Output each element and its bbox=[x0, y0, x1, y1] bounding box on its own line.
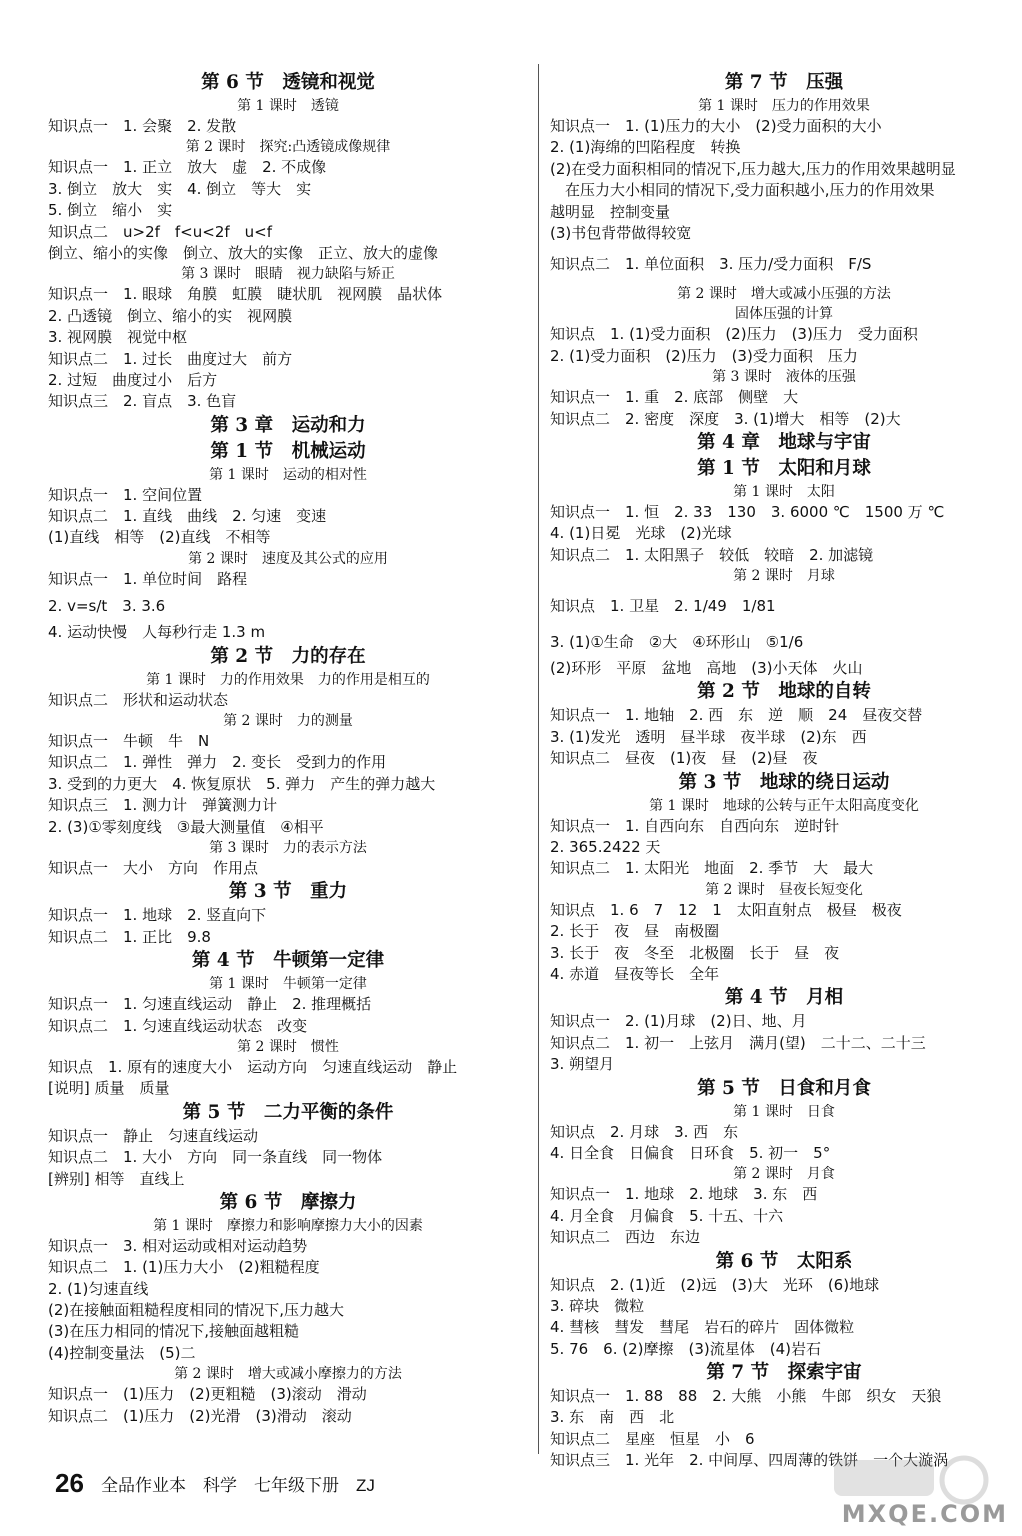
answer-line: 知识点一 1. (1)压力的大小 (2)受力面积的大小 bbox=[550, 117, 882, 135]
answer-line: 越明显 控制变量 bbox=[550, 202, 671, 221]
section-heading: 第 4 节 牛顿第一定律 bbox=[191, 950, 385, 972]
section-heading: 第 1 节 机械运动 bbox=[210, 440, 366, 462]
answer-line: 知识点二 1. 过长 曲度过大 前方 bbox=[48, 349, 293, 368]
answer-line: 知识点一 2. (1)月球 (2)日、地、月 bbox=[550, 1012, 807, 1031]
answer-line: 3. 碎块 微粒 bbox=[550, 1296, 645, 1315]
lesson-heading: 第 2 课时 昼夜长短变化 bbox=[705, 881, 863, 898]
section-heading: 第 4 节 月相 bbox=[724, 987, 844, 1009]
answer-line: 3. 倒立 放大 实 4. 倒立 等大 实 bbox=[48, 179, 312, 198]
section-heading: 第 1 节 太阳和月球 bbox=[697, 457, 871, 479]
answer-line: 知识点二 1. (1)压力大小 (2)粗糙程度 bbox=[48, 1258, 320, 1277]
section-heading: 第 6 节 摩擦力 bbox=[219, 1191, 357, 1213]
answer-line: 知识点一 1. 眼球 角膜 虹膜 睫状肌 视网膜 晶状体 bbox=[48, 285, 443, 304]
section-heading: 第 6 节 透镜和视觉 bbox=[201, 72, 375, 93]
section-heading: 第 4 章 地球与宇宙 bbox=[697, 431, 871, 453]
section-heading: 第 6 节 太阳系 bbox=[715, 1250, 853, 1272]
answer-line: [说明] 质量 质量 bbox=[48, 1079, 170, 1098]
lesson-heading: 第 2 课时 惯性 bbox=[237, 1038, 339, 1055]
answer-line: 3. 长于 夜 冬至 北极圈 长于 昼 夜 bbox=[550, 943, 840, 962]
answer-line: 知识点三 1. 测力计 弹簧测力计 bbox=[48, 796, 278, 815]
lesson-heading: 第 2 课时 月食 bbox=[733, 1166, 835, 1183]
section-heading: 第 2 节 力的存在 bbox=[210, 645, 366, 667]
section-heading: 第 3 节 重力 bbox=[228, 881, 348, 903]
answer-line: 2. (1)匀速直线 bbox=[48, 1279, 149, 1298]
answer-line: 3. 朔望月 bbox=[550, 1055, 615, 1074]
answer-line: (4)控制变量法 (5)二 bbox=[48, 1343, 196, 1362]
answer-line: 知识点二 1. 弹性 弹力 2. 变长 受到力的作用 bbox=[48, 753, 387, 772]
answer-line: 知识点一 大小 方向 作用点 bbox=[48, 858, 259, 877]
lesson-heading: 第 2 课时 速度及其公式的应用 bbox=[188, 550, 388, 567]
answer-line: 4. 月全食 月偏食 5. 十五、十六 bbox=[550, 1206, 784, 1225]
answer-line: 知识点 1. 卫星 2. 1/49 1/81 bbox=[550, 597, 776, 616]
answer-line: 知识点一 1. 地球 2. 地球 3. 东 西 bbox=[550, 1185, 818, 1204]
answer-line: (1)直线 相等 (2)直线 不相等 bbox=[48, 528, 271, 547]
lesson-heading: 第 2 课时 增大或减小压强的方法 bbox=[677, 286, 891, 303]
answer-line: 知识点二 1. 正比 9.8 bbox=[48, 927, 211, 946]
answer-line: 知识点二 1. 太阳黑子 较低 较暗 2. 加滤镜 bbox=[550, 545, 874, 564]
answer-line: 2. 长于 夜 昼 南极圈 bbox=[550, 922, 720, 941]
lesson-heading: 第 1 课时 牛顿第一定律 bbox=[209, 976, 367, 993]
answer-line: 在压力大小相同的情况下,受力面积越小,压力的作用效果 bbox=[550, 181, 935, 200]
answer-line: 知识点二 1. 初一 上弦月 满月(望) 二十二、二十三 bbox=[550, 1033, 926, 1052]
answer-line: 4. 彗核 彗发 彗尾 岩石的碎片 固体微粒 bbox=[550, 1318, 855, 1337]
answer-line: 倒立、缩小的实像 倒立、放大的实像 正立、放大的虚像 bbox=[48, 243, 439, 262]
answer-line: 知识点二 (1)压力 (2)光滑 (3)滑动 滚动 bbox=[48, 1406, 352, 1425]
lesson-heading: 第 1 课时 透镜 bbox=[237, 98, 339, 114]
answer-line: 知识点三 1. 光年 2. 中间厚、四周薄的铁饼 一个大漩涡 bbox=[550, 1451, 949, 1470]
lesson-heading: 第 3 课时 力的表示方法 bbox=[209, 839, 367, 856]
answer-line: 知识点三 2. 盲点 3. 色盲 bbox=[48, 392, 237, 411]
section-heading: 第 7 节 压强 bbox=[724, 72, 844, 93]
watermark-text: MXQE.COM bbox=[841, 1500, 1008, 1528]
answer-line: 知识点一 (1)压力 (2)更粗糙 (3)滚动 滑动 bbox=[48, 1385, 367, 1404]
answer-line: 知识点 2. 月球 3. 西 东 bbox=[550, 1122, 739, 1141]
lesson-heading: 第 2 课时 月球 bbox=[733, 568, 835, 585]
answer-line: 4. 日全食 日偏食 日环食 5. 初一 5° bbox=[550, 1143, 831, 1162]
answer-line: 2. v=s/t 3. 3.6 bbox=[48, 597, 166, 616]
answer-line: (3)在压力相同的情况下,接触面越粗糙 bbox=[48, 1322, 300, 1341]
answer-line: 知识点一 3. 相对运动或相对运动趋势 bbox=[48, 1236, 308, 1255]
book-title: 全品作业本 科学 七年级下册 ZJ bbox=[101, 1476, 375, 1495]
section-heading: 第 3 节 地球的绕日运动 bbox=[678, 771, 890, 793]
answer-line: (2)在受力面积相同的情况下,压力越大,压力的作用效果越明显 bbox=[550, 159, 956, 178]
answer-line: 2. (3)①零刻度线 ③最大测量值 ④相平 bbox=[48, 817, 324, 836]
answer-line: 4. (1)日冕 光球 (2)光球 bbox=[550, 524, 732, 543]
answer-line: 知识点一 1. 会聚 2. 发散 bbox=[48, 117, 237, 135]
answer-line: 3. (1)发光 透明 昼半球 夜半球 (2)东 西 bbox=[550, 727, 867, 746]
answer-line: (2)在接触面粗糙程度相同的情况下,压力越大 bbox=[48, 1301, 345, 1320]
section-heading: 第 3 章 运动和力 bbox=[210, 414, 366, 436]
answer-line: 知识点二 2. 密度 深度 3. (1)增大 相等 (2)大 bbox=[550, 409, 901, 428]
answer-line: 2. 过短 曲度过小 后方 bbox=[48, 370, 218, 389]
page-number: 26 bbox=[55, 1468, 84, 1498]
answer-line: 知识点二 昼夜 (1)夜 昼 (2)昼 夜 bbox=[550, 749, 818, 768]
section-heading: 第 7 节 探索宇宙 bbox=[706, 1362, 862, 1384]
answer-line: 知识点二 u>2f f<u<2f u<f bbox=[48, 222, 273, 241]
answer-line: 知识点二 1. 单位面积 3. 压力/受力面积 F/S bbox=[550, 255, 872, 274]
answer-line: 知识点二 形状和运动状态 bbox=[48, 690, 229, 709]
lesson-heading: 第 3 课时 液体的压强 bbox=[712, 369, 856, 386]
answer-line: 4. 赤道 昼夜等长 全年 bbox=[550, 964, 720, 983]
answer-line: 知识点一 1. 恒 2. 33 130 3. 6000 ℃ 1500 万 ℃ bbox=[550, 502, 945, 521]
lesson-heading: 第 1 课时 压力的作用效果 bbox=[698, 98, 870, 114]
answer-line: 知识点二 1. 直线 曲线 2. 匀速 变速 bbox=[48, 507, 327, 526]
answer-line: 2. (1)受力面积 (2)压力 (3)受力面积 压力 bbox=[550, 346, 858, 365]
answer-line: 知识点一 1. 单位时间 路程 bbox=[48, 569, 248, 588]
right-column bbox=[550, 70, 1018, 1472]
section-heading: 第 5 节 二力平衡的条件 bbox=[182, 1101, 394, 1123]
lesson-heading: 第 1 课时 地球的公转与正午太阳高度变化 bbox=[649, 797, 919, 814]
answer-line: 知识点 1. (1)受力面积 (2)压力 (3)压力 受力面积 bbox=[550, 325, 918, 344]
answer-line: 知识点二 星座 恒星 小 6 bbox=[550, 1429, 755, 1448]
answer-line: 知识点一 牛顿 牛 N bbox=[48, 732, 210, 751]
lesson-heading: 第 1 课时 力的作用效果 力的作用是相互的 bbox=[146, 671, 430, 688]
lesson-heading: 第 1 课时 日食 bbox=[733, 1103, 835, 1120]
answer-line: 知识点一 1. 重 2. 底部 侧壁 大 bbox=[550, 388, 799, 407]
column-divider bbox=[538, 64, 539, 1454]
answer-line: 2. (1)海绵的凹陷程度 转换 bbox=[550, 138, 741, 157]
answer-line: 3. (1)①生命 ②大 ④环形山 ⑤1/6 bbox=[550, 633, 804, 652]
section-heading: 第 5 节 日食和月食 bbox=[697, 1077, 871, 1099]
answer-line: 2. 凸透镜 倒立、缩小的实 视网膜 bbox=[48, 306, 293, 325]
answer-line: 知识点二 1. 大小 方向 同一条直线 同一物体 bbox=[48, 1148, 383, 1167]
answer-line: 知识点 1. 原有的速度大小 运动方向 匀速直线运动 静止 bbox=[48, 1057, 458, 1076]
left-column bbox=[48, 70, 528, 1427]
section-heading: 第 2 节 地球的自转 bbox=[697, 681, 871, 703]
answer-line: (2)环形 平原 盆地 高地 (3)小天体 火山 bbox=[550, 659, 863, 678]
lesson-heading: 第 2 课时 力的测量 bbox=[223, 713, 353, 730]
answer-line: 知识点 1. 6 7 12 1 太阳直射点 极昼 极夜 bbox=[550, 900, 902, 919]
answer-line: 知识点一 1. 地球 2. 竖直向下 bbox=[48, 906, 267, 925]
answer-line: 3. 受到的力更大 4. 恢复原状 5. 弹力 产生的弹力越大 bbox=[48, 774, 436, 793]
answer-line: 2. 365.2422 天 bbox=[550, 838, 661, 857]
answer-line: 知识点二 1. 太阳光 地面 2. 季节 大 最大 bbox=[550, 859, 874, 878]
answer-line: 5. 76 6. (2)摩擦 (3)流星体 (4)岩石 bbox=[550, 1339, 821, 1358]
lesson-heading: 第 2 课时 增大或减小摩擦力的方法 bbox=[174, 1366, 402, 1383]
answer-line: 知识点二 西边 东边 bbox=[550, 1228, 701, 1247]
answer-line: 5. 倒立 缩小 实 bbox=[48, 201, 173, 220]
lesson-heading: 第 3 课时 眼睛 视力缺陷与矫正 bbox=[181, 266, 395, 283]
answer-line: 知识点一 1. 匀速直线运动 静止 2. 推理概括 bbox=[48, 995, 372, 1014]
answer-line: (3)书包背带做得较宽 bbox=[550, 223, 692, 242]
answer-line: 知识点一 静止 匀速直线运动 bbox=[48, 1126, 259, 1145]
answer-line: 4. 运动快慢 人每秒行走 1.3 m bbox=[48, 623, 266, 642]
lesson-heading: 第 1 课时 太阳 bbox=[733, 483, 835, 500]
answer-line: 知识点一 1. 自西向东 自西向东 逆时针 bbox=[550, 816, 840, 835]
page-footer bbox=[55, 1468, 375, 1504]
answer-line: 知识点二 1. 匀速直线运动状态 改变 bbox=[48, 1016, 308, 1035]
lesson-heading: 固体压强的计算 bbox=[735, 306, 833, 323]
answer-line: 知识点一 1. 88 88 2. 大熊 小熊 牛郎 织女 天狼 bbox=[550, 1387, 942, 1406]
lesson-heading: 第 1 课时 摩擦力和影响摩擦力大小的因素 bbox=[153, 1217, 423, 1234]
answer-line: 知识点 2. (1)近 (2)远 (3)大 光环 (6)地球 bbox=[550, 1275, 880, 1294]
answer-line: 3. 视网膜 视觉中枢 bbox=[48, 328, 188, 347]
lesson-heading: 第 2 课时 探究:凸透镜成像规律 bbox=[185, 139, 391, 156]
answer-line: 知识点一 1. 正立 放大 虚 2. 不成像 bbox=[48, 158, 327, 177]
lesson-heading: 第 1 课时 运动的相对性 bbox=[209, 466, 367, 483]
answer-line: [辨别] 相等 直线上 bbox=[48, 1169, 185, 1188]
answer-line: 知识点一 1. 地轴 2. 西 东 逆 顺 24 昼夜交替 bbox=[550, 706, 923, 725]
answer-line: 知识点一 1. 空间位置 bbox=[48, 485, 203, 504]
answer-line: 3. 东 南 西 北 bbox=[550, 1408, 675, 1427]
